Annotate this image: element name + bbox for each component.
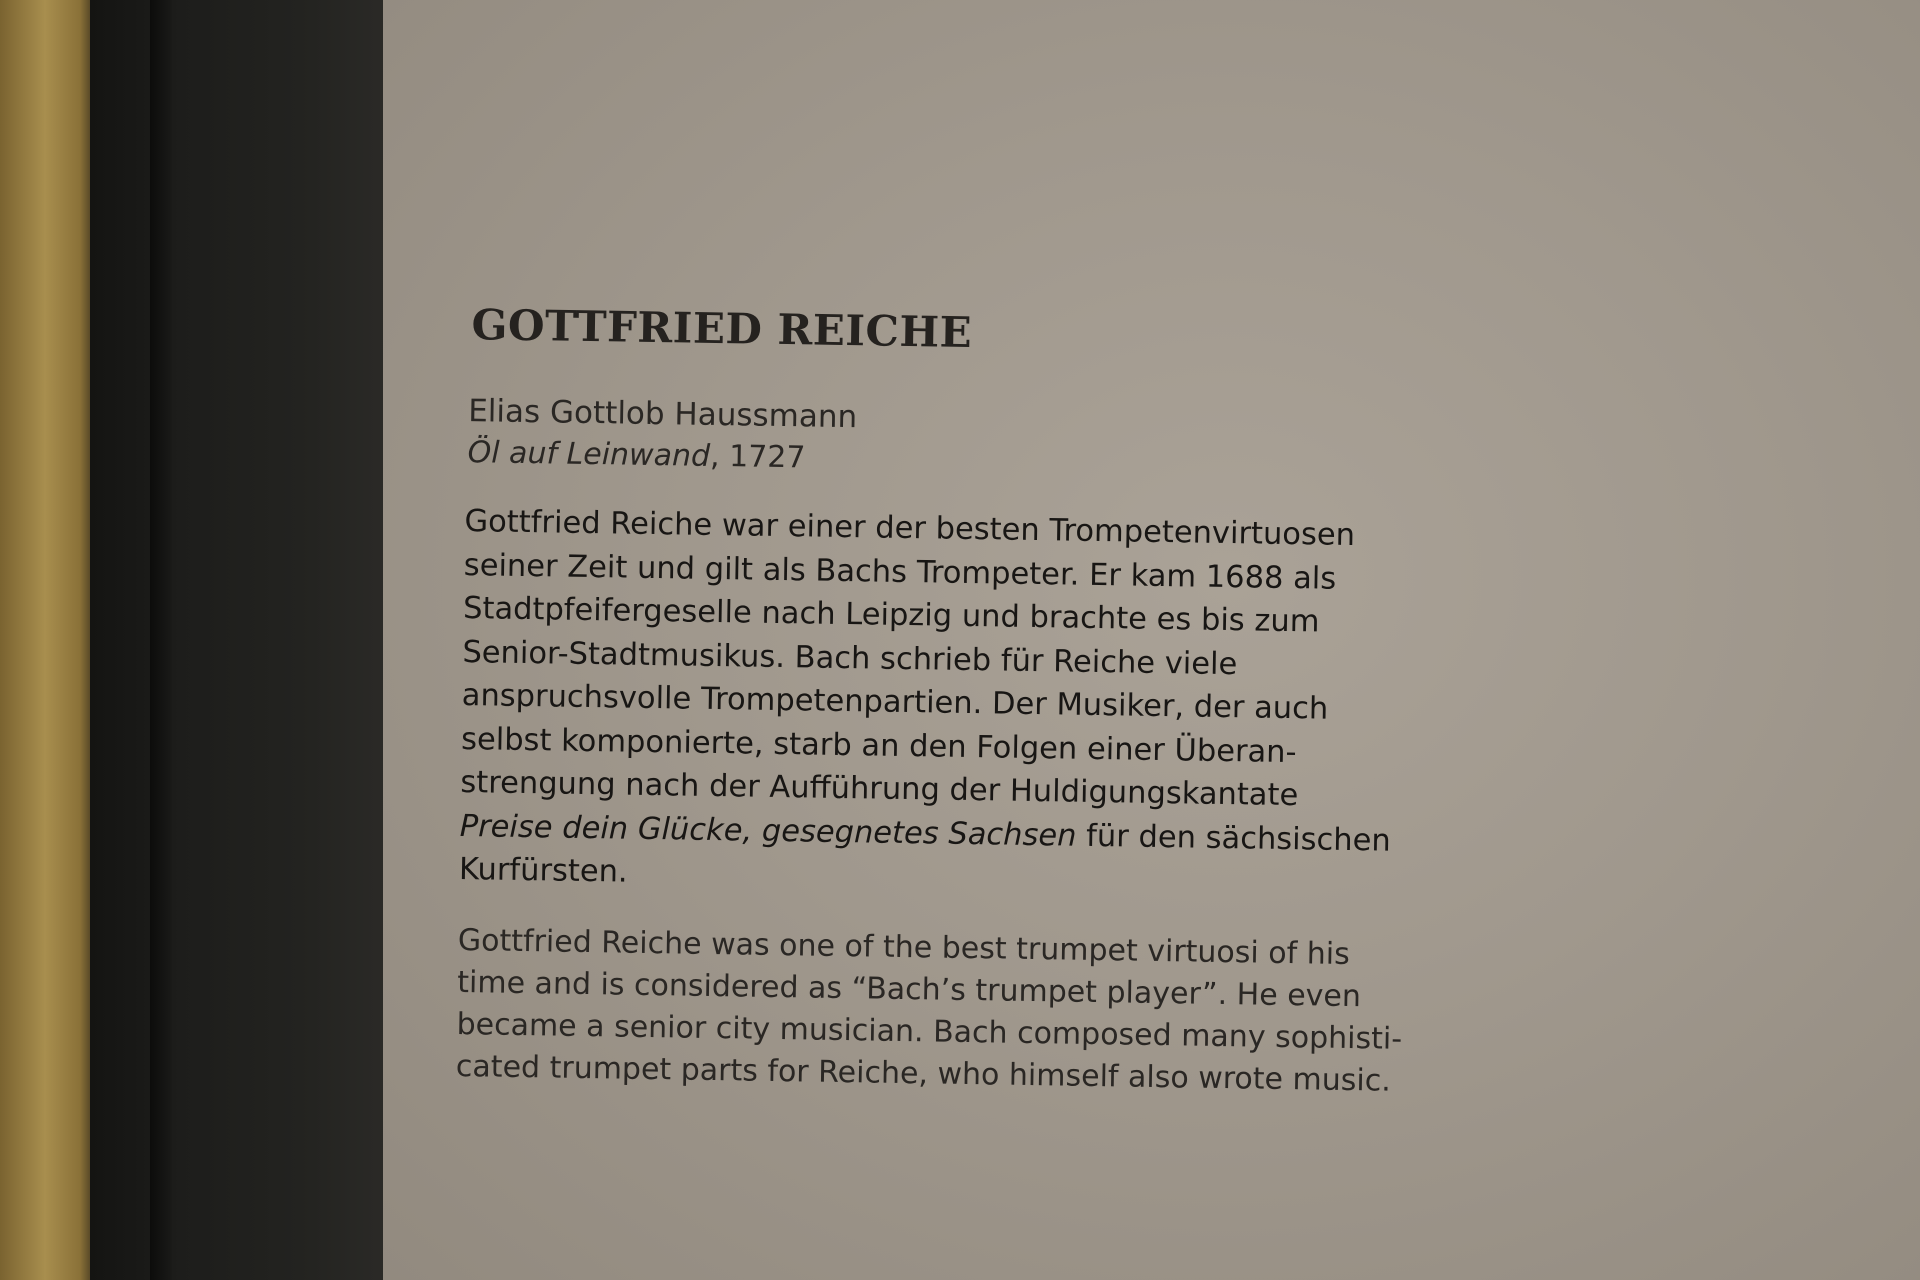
label-title: GOTTFRIED REICHE	[471, 300, 973, 357]
german-line: seiner Zeit und gilt als Bachs Trompeter. Er kam 1688 als	[463, 547, 1337, 597]
german-line: Kurfürsten.	[458, 851, 628, 890]
german-line: anspruchsvolle Trompetenpartien. Der Musiker, der auch	[461, 678, 1329, 727]
german-line-rest: für den sächsischen	[1076, 818, 1392, 859]
medium-and-date	[467, 435, 1421, 485]
german-line: strengung nach der Aufführung der Huldigungskantate	[460, 765, 1299, 814]
gilded-frame-edge	[0, 0, 100, 1280]
german-line: Stadtpfeifergeselle nach Leipzig und brachte es bis zum	[462, 591, 1320, 640]
artist-name: Elias Gottlob Haussmann	[467, 393, 858, 436]
frame-shadow-groove	[150, 0, 172, 1280]
german-line: Senior-Stadtmusikus. Bach schrieb für Reiche viele	[462, 634, 1238, 682]
english-line: became a senior city musician. Bach composed many sophisti-	[456, 1006, 1403, 1057]
cantata-title: Preise dein Glücke, gesegnetes Sachsen	[459, 808, 1077, 854]
medium: Öl auf Leinwand	[467, 435, 711, 474]
german-line: Gottfried Reiche war einer der besten Trompetenvirtuosen	[464, 504, 1356, 554]
german-description	[459, 500, 1421, 906]
english-line: cated trumpet parts for Reiche, who himself also wrote music.	[455, 1048, 1392, 1099]
german-line: selbst komponierte, starb an den Folgen einer Überan-	[460, 721, 1297, 770]
english-line: Gottfried Reiche was one of the best trumpet virtuosi of his	[457, 922, 1351, 972]
wall-label-text	[451, 300, 1424, 1130]
english-description	[456, 919, 1415, 1102]
english-line: time and is considered as “Bach’s trumpet player”. He even	[457, 964, 1362, 1014]
year: , 1727	[709, 438, 806, 476]
dark-frame-molding	[90, 0, 390, 1280]
